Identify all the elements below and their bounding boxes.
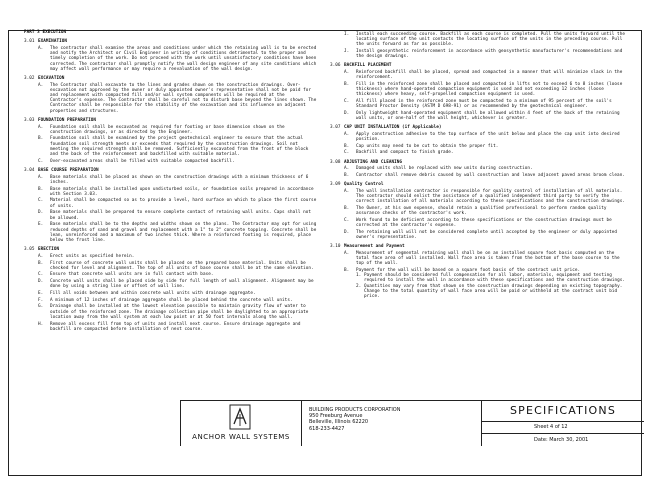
spec-item [38, 261, 318, 271]
item-letter: E. [38, 222, 44, 228]
section-title: ERECTION [38, 247, 60, 253]
item-text: Material shall be compacted so as to provide a level, hard surface on which to place the first course of units. [50, 198, 317, 209]
item-letter: A. [344, 188, 350, 194]
item-letter: H. [38, 321, 44, 327]
item-letter: E. [38, 291, 44, 297]
item-text: Foundation soil shall be excavated as required for footing or base dimension shown on the construction drawings, or as directed by the Engineer. [50, 124, 285, 135]
item-letter: A. [38, 82, 44, 88]
section-title: ADJUSTING AND CLEANING [344, 159, 403, 165]
spec-item [344, 132, 630, 142]
spec-item [344, 49, 630, 59]
item-text: The wall installation contractor is responsible for quality control of installation of all materials. The contractor should enlist the assistance of a qualified independent third party to verify the correct installation of all materials according to these specifications and the construction drawings. [356, 188, 625, 205]
spec-item [38, 322, 318, 332]
section-heading [24, 39, 318, 44]
subitem-number: 1. [356, 273, 362, 279]
sheet-date: Date: March 30, 2001 [534, 437, 589, 443]
section-heading [24, 168, 318, 173]
item-letter: B. [344, 268, 350, 274]
item-letter: C. [344, 150, 350, 156]
corp-city: Belleville, Illinois 62220 [309, 419, 369, 426]
section-heading [330, 125, 630, 130]
subitem-text: Quantities may vary from that shown on the construction drawings depending on existing topography. Change to the total quantity of wall face area will be paid or withheld at the contract unit bid price. [364, 283, 623, 300]
section-heading [330, 244, 630, 249]
spec-item [38, 198, 318, 208]
item-text: Work found to be deficient according to these specifications or the construction drawings must be corrected at the contractor's expense. [356, 217, 612, 229]
section-number: 3.06 [330, 63, 341, 69]
item-text: The Owner, at his own expense, should retain a qualified professional to perform random quality assurance checks of the contractor's work. [356, 205, 607, 217]
item-letter: B. [38, 136, 44, 142]
section-number: 3.09 [330, 182, 341, 188]
item-letter: D. [344, 229, 350, 235]
item-text: Payment for the wall will be based on a square foot basis of the contract unit price. [356, 268, 581, 274]
item-letter: A. [38, 253, 44, 259]
section-title: BASE COURSE PREPARATION [38, 167, 99, 173]
spec-item [38, 304, 318, 320]
section-number: 3.02 [24, 75, 35, 81]
item-letter: B. [344, 81, 350, 87]
spec-item [38, 175, 318, 185]
spec-column-left [24, 30, 318, 332]
item-letter: D. [38, 279, 44, 285]
document-title: SPECIFICATIONS [482, 401, 644, 422]
item-text: Concrete wall units shall be placed side by side for full length of wall alignment. Alignment may be done by using a string line or offset of wall line. [50, 279, 314, 290]
item-text: Base materials shall be to the depths and widths shown on the plans. The Contractor may opt for using reduced depths of sand and gravel and replacement with a 1" to 2" concrete topping. Concrete shall be lean, unreinforced and a maximum of two inches thick. Where a reinforced footing is required, place below the frost line. [50, 222, 317, 243]
spec-item [344, 251, 630, 267]
anchor-logo-icon [229, 404, 251, 430]
section-number: 3.05 [24, 247, 35, 253]
section-number: 3.10 [330, 244, 341, 250]
spec-item [344, 218, 630, 228]
item-text: Ensure that concrete wall units are in full contact with base. [50, 272, 214, 278]
corp-address: 950 Freeburg Avenue [309, 413, 363, 420]
item-letter: B. [344, 205, 350, 211]
item-text: Foundation soil shall be examined by the project geotechnical engineer to ensure that the actual foundation soil strength meets or exceeds that required by the construction drawings. Soil not meeting the required strength shall be removed. Sufficiently excavated from the front of the block and the back of the reinforcement and backfilled with suitable material. [50, 136, 309, 158]
section-number: 3.07 [330, 125, 341, 131]
left-sections [24, 39, 318, 332]
spec-item [38, 254, 318, 259]
item-letter: A. [38, 45, 44, 51]
spec-item [344, 144, 630, 149]
item-letter: B. [38, 186, 44, 192]
spec-item [344, 189, 630, 205]
spec-item [38, 46, 318, 72]
item-letter: C. [344, 217, 350, 223]
section-title: EXCAVATION [38, 75, 65, 81]
item-text: Backfill and compact to finish grade. [356, 150, 454, 156]
item-letter: B. [344, 143, 350, 149]
spec-item [344, 230, 630, 240]
corp-name: BUILDING PRODUCTS CORPORATION [309, 407, 401, 413]
section-heading [330, 160, 630, 165]
section-number: 3.01 [24, 39, 35, 45]
item-text: Base materials shall be installed upon undisturbed soils, or foundation soils prepared in accordance with Section 3.03. [50, 186, 314, 197]
item-text: Erect units as specified herein. [50, 253, 135, 259]
section-title: Measurement and Payment [344, 244, 405, 250]
item-text: Install each succeeding course. Backfill as each course is completed. Pull the units forward until the locating surface of the unit contacts the locating surface of the units in the preceding course. Pull the units forward as far as possible. [356, 31, 625, 47]
item-text: The Contractor shall excavate to the lines and grades shown on the construction drawings. Over-excavation not approved by the owner or duly appointed owner's representative shall not be paid for and replacement with compacted fill and/or wall system components will be required at the Contractor's expense. The Contractor shall be careful not to disturb base beyond the lines shown. The Contractor shall be responsible for the stability of the excavation and its influence on adjacent properties and structures. [50, 82, 317, 114]
item-letter: D. [38, 210, 44, 216]
spec-item [38, 210, 318, 220]
section-number: 3.08 [330, 159, 341, 165]
item-text: First course of concrete wall units shall be placed on the prepared base material. Units shall be checked for level and alignment. The top of all units of base course shall be at the same elevation. [50, 260, 314, 271]
section-heading [24, 247, 318, 252]
section-title: CAP UNIT INSTALLATION (if Applicable) [344, 125, 442, 131]
item-text: Remove all excess fill from top of units and install next course. Ensure drainage aggregate and backfill are compacted before installation of next course. [50, 321, 301, 332]
spec-item [38, 291, 318, 296]
spec-item [344, 70, 630, 80]
item-text: A minimum of 12 inches of drainage aggregate shall be placed behind the concrete wall units. [50, 297, 293, 303]
item-letter: A. [344, 131, 350, 137]
section-heading [330, 182, 630, 187]
right-sections [330, 63, 630, 299]
section-title: FOUNDATION PREPARATION [38, 117, 97, 123]
spec-item [38, 83, 318, 114]
item-letter: I. [344, 31, 350, 37]
section-title: Quality Control [344, 182, 384, 188]
item-text: Apply construction adhesive to the top surface of the unit below and place the cap unit into desired position. [356, 131, 620, 142]
item-text: Contractor shall remove debris caused by wall construction and leave adjacent paved areas broom clean. [356, 172, 625, 178]
item-text: All fill placed in the reinforced zone must be compacted to a minimum of 95 percent of the soil's Standard Proctor Density (ASTM D 698-91) or as recommended by the geotechnical engineer. [356, 98, 612, 109]
part-title: PART 3 EXECUTION [24, 30, 67, 35]
item-letter: C. [38, 158, 44, 164]
spec-item [38, 159, 318, 164]
item-letter: B. [38, 260, 44, 266]
spec-item [344, 82, 630, 98]
item-text: Install geosynthetic reinforcement in accordance with geosynthetic manufacturer's recommendations and the design drawings. [356, 48, 623, 59]
title-block [180, 400, 642, 446]
item-letter: D. [344, 110, 350, 116]
item-letter: G. [38, 304, 44, 310]
logo-cell [181, 401, 302, 446]
sheet-number: Sheet 4 of 12 [482, 421, 644, 434]
item-text: Base materials shall be prepared to ensure complete contact of retaining wall units. Caps shall not be allowed. [50, 210, 312, 221]
brand-name: ANCHOR WALL SYSTEMS [192, 433, 290, 441]
item-letter: J. [344, 48, 350, 54]
item-letter: A. [344, 250, 350, 256]
spec-item [344, 206, 630, 216]
item-text: Over-excavated areas shall be filled with suitable compacted backfill. [50, 158, 235, 164]
spec-item [344, 111, 630, 121]
item-text: Damaged units shall be replaced with new units during construction. [356, 166, 533, 172]
section-heading [330, 63, 630, 68]
section-number: 3.03 [24, 117, 35, 123]
spec-item [38, 187, 318, 197]
item-letter: B. [344, 172, 350, 178]
spec-item [344, 166, 630, 171]
spec-item [344, 150, 630, 155]
subitem-text: Payment should be considered full compensation for all labor, materials, equipment and testing required to install the wall in accordance with these specifications and the construction drawings. [364, 273, 626, 284]
spec-subitem [356, 284, 630, 300]
item-text: The contractor shall examine the areas and conditions under which the retaining wall is to be erected and notify the Architect or Civil Engineer in writing of conditions detrimental to the proper and timely completion of the work. Do not proceed with the work until unsatisfactory conditions have been corrected. The contractor shall promptly notify the wall design engineer of any site conditions which may affect wall performance or may require a reevaluation of the wall design. [50, 45, 317, 72]
spec-item [38, 272, 318, 277]
item-letter: A. [38, 124, 44, 130]
item-letter: A. [38, 174, 44, 180]
item-text: Base materials shall be placed as shown on the construction drawings with a minimum thickness of 6 inches. [50, 174, 309, 185]
spec-item [38, 125, 318, 135]
item-letter: A. [344, 166, 350, 172]
section-heading [24, 118, 318, 123]
item-text: Only lightweight hand-operated equipment shall be allowed within 4 feet of the back of the retaining wall units, or one-half of the wall height, whichever is greater. [356, 110, 620, 121]
item-text: The retaining wall will not be considered complete until accepted by the engineer or duly appointed owner's representative. [356, 229, 618, 240]
item-letter: C. [344, 98, 350, 104]
item-letter: C. [38, 272, 44, 278]
item-text: Reinforced backfill shall be placed, spread and compacted in a manner that will minimize slack in the reinforcement. [356, 69, 623, 80]
spec-item [38, 279, 318, 289]
spec-item [344, 99, 630, 109]
spec-item [344, 173, 630, 178]
item-text: Measurement of segmental retaining wall shall be on an installed square foot basis computed on the total face area of wall installed. Wall face area is taken from the bottom of the base course to the top of the wall. [356, 250, 620, 267]
spec-column-right [330, 30, 630, 299]
section-heading [24, 76, 318, 81]
section-number: 3.04 [24, 167, 35, 173]
item-text: Fill all voids between and within concrete wall units with drainage aggregate. [50, 291, 256, 297]
item-text: Cap units may need to be cut to obtain the proper fit. [356, 143, 499, 149]
item-text: Drainage shall be installed at the lowest elevation possible to maintain gravity flow of water to outside of the reinforced zone. The drainage collection pipe shall be daylighted to an appropriate location away from the wall system at each low point or at 50 foot intervals along the wall. [50, 304, 309, 320]
corp-info [309, 407, 400, 432]
spec-item [38, 222, 318, 243]
corp-phone: 618-233-4427 [309, 425, 345, 432]
subitem-number: 2. [356, 283, 362, 289]
right-continued-items [330, 32, 630, 60]
item-letter: C. [38, 198, 44, 204]
spec-item [344, 32, 630, 48]
item-letter: F. [38, 297, 44, 303]
item-letter: A. [344, 69, 350, 75]
spec-cell [481, 401, 644, 446]
spec-item [38, 298, 318, 303]
section-title: EXAMINATION [38, 39, 68, 45]
item-text: Fill in the reinforced zone shall be placed and compacted in lifts not to exceed 6 to 8 inches (loose thickness) where hand-operated compaction equipment is used and not exceeding 12 inches (loose thickness) where heavy, self-propelled compaction equipment is used. [356, 81, 623, 98]
spec-item [38, 136, 318, 157]
spec-subitem [356, 273, 630, 283]
section-title: BACKFILL PLACEMENT [344, 63, 392, 69]
